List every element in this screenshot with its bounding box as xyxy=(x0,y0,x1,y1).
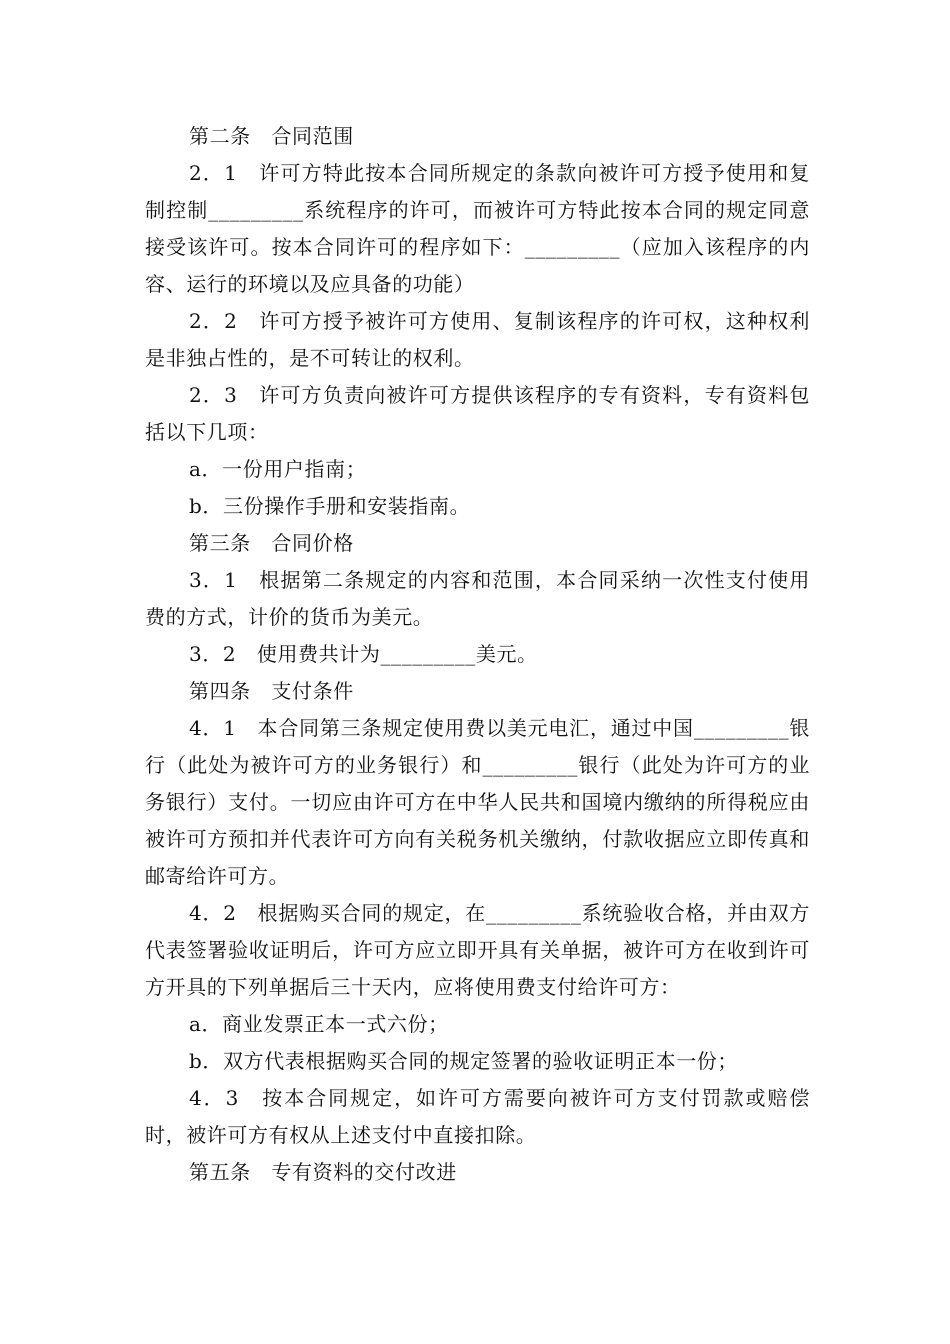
section-heading-article-2: 第二条 合同范围 xyxy=(189,124,354,148)
list-item-4-2-b: b．双方代表根据购买合同的规定签署的验收证明正本一份； xyxy=(189,1049,739,1073)
list-item-2-3-b: b．三份操作手册和安装指南。 xyxy=(189,494,471,518)
clause-4-2: 4．2 根据购买合同的规定，在_________系统验收合格，并由双方代表签署验收证明后，许可方应立即开具有关单据，被许可方在收到许可方开具的下列单据后三十天内，应将使用费支付给许可方： xyxy=(145,901,810,999)
list-item-4-2-a: a．商业发票正本一式六份； xyxy=(189,1012,449,1036)
section-heading-article-4: 第四条 支付条件 xyxy=(189,679,354,703)
clause-4-1: 4．1 本合同第三条规定使用费以美元电汇，通过中国_________银行（此处为被许可方的业务银行）和_________银行（此处为许可方的业务银行）支付。一切应由许可方在中华人民共和国境内缴纳的所得税应由被许可方预扣并代表许可方向有关税务机关缴纳，付款收据应立即传真和邮寄给许可方。 xyxy=(145,716,810,888)
section-heading-article-5: 第五条 专有资料的交付改进 xyxy=(189,1160,457,1184)
document-body xyxy=(145,118,810,1191)
clause-2-2: 2．2 许可方授予被许可方使用、复制该程序的许可权，这种权利是非独占性的，是不可转让的权利。 xyxy=(145,309,810,370)
clause-3-1: 3．1 根据第二条规定的内容和范围，本合同采纳一次性支付使用费的方式，计价的货币为美元。 xyxy=(145,568,810,629)
list-item-2-3-a: a．一份用户指南； xyxy=(189,457,367,481)
section-heading-article-3: 第三条 合同价格 xyxy=(189,531,354,555)
clause-2-1: 2．1 许可方特此按本合同所规定的条款向被许可方授予使用和复制控制_________系统程序的许可，而被许可方特此按本合同的规定同意接受该许可。按本合同许可的程序如下：_________（应加入该程序的内容、运行的环境以及应具备的功能） xyxy=(145,161,810,296)
clause-3-2: 3．2 使用费共计为_________美元。 xyxy=(189,642,538,666)
clause-2-3: 2．3 许可方负责向被许可方提供该程序的专有资料，专有资料包括以下几项： xyxy=(145,383,810,444)
clause-4-3: 4．3 按本合同规定，如许可方需要向被许可方支付罚款或赔偿时，被许可方有权从上述支付中直接扣除。 xyxy=(145,1086,810,1147)
